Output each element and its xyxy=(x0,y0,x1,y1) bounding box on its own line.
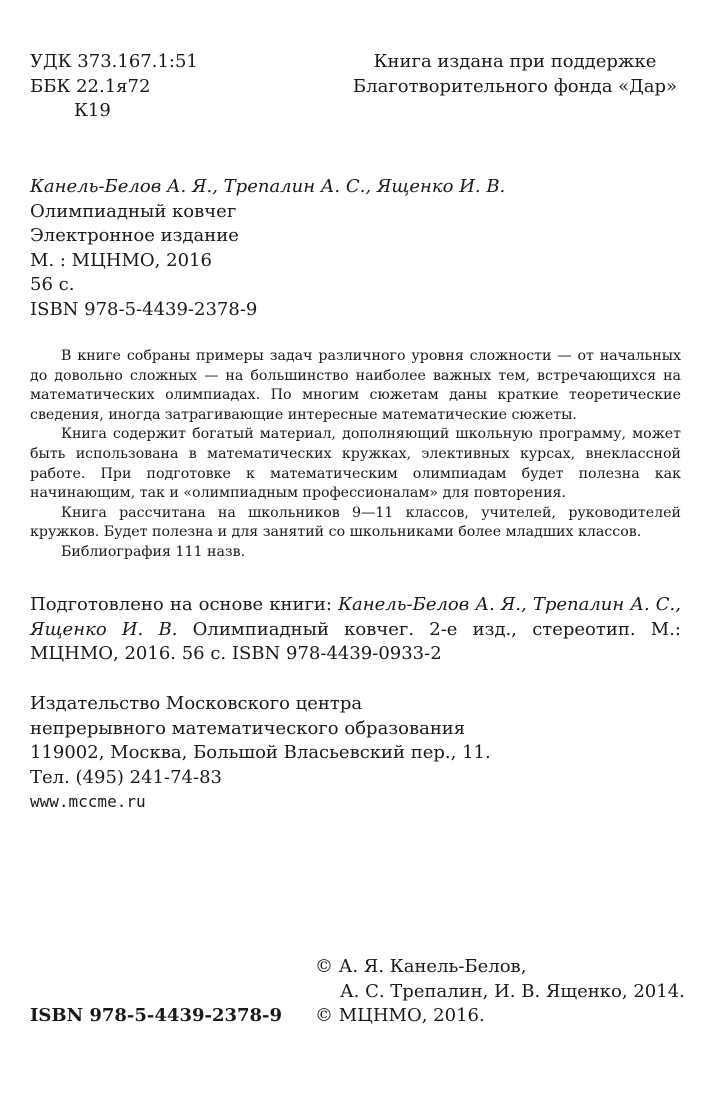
biblio-authors: Канель-Белов А. Я., Трепалин А. С., Ященко И. В. xyxy=(30,176,506,197)
annotation-bibliography-count: Библиография 111 назв. xyxy=(61,543,246,560)
prepared-from-note xyxy=(30,593,681,667)
annotation-paragraph-3: Книга рассчитана на школьников 9—11 классов, учителей, руководителей кружков. Будет полезна и для занятий со школьниками более младших классов. xyxy=(30,504,681,541)
annotation-paragraph-1: В книге собраны примеры задач различного уровня сложности — от начальных до довольно сложных — на большинство наиболее важных тем, встречающихся на математических олимпиадах. По многим сюжетам даны краткие теоретические сведения, иногда затрагивающие интересные математические сюжеты. xyxy=(30,348,681,423)
support-note xyxy=(352,50,678,99)
publisher-phone: Тел. (495) 241-74-83 xyxy=(30,766,222,788)
biblio-imprint: М. : МЦНМО, 2016 xyxy=(30,249,212,271)
copyright-line-2: А. С. Трепалин, И. В. Ященко, 2014. xyxy=(340,980,685,1002)
annotation-paragraph-2: Книга содержит богатый материал, дополняющий школьную программу, может быть использована в математических кружках, элективных курсах, внеклассной работе. При подготовке к математическим олимпиадам будет полезна как начинающим, так и «олимпиадным профессионалам» для повторения. xyxy=(30,426,681,502)
prepared-rest: Олимпиадный ковчег. 2-е изд., стереотип. М.: МЦНМО, 2016. 56 с. ISBN 978-4439-0933-2 xyxy=(30,618,681,664)
annotation xyxy=(30,347,681,563)
publisher-address: 119002, Москва, Большой Власьевский пер., 11. xyxy=(30,742,491,763)
publisher-name-line-2: непрерывного математического образования xyxy=(30,717,466,739)
bbk-code: ББК 22.1я72 xyxy=(30,75,151,97)
biblio-edition: Электронное издание xyxy=(30,225,239,246)
publisher-name-line-1: Издательство Московского центра xyxy=(30,693,363,714)
biblio-title: Олимпиадный ковчег xyxy=(30,200,237,222)
copyright-line-1: © А. Я. Канель-Белов, xyxy=(315,956,527,977)
classification-codes xyxy=(30,50,198,124)
isbn-bottom: ISBN 978-5-4439-2378-9 xyxy=(30,1005,283,1026)
author-mark: К19 xyxy=(74,100,111,121)
publisher-website: www.mccme.ru xyxy=(30,792,146,811)
bibliographic-record xyxy=(30,175,505,322)
prepared-authors: Канель-Белов А. Я., Трепалин А. С., Ященко И. В. xyxy=(30,594,681,640)
support-line-2: Благотворительного фонда «Дар» xyxy=(352,75,678,97)
copyright-line-3: © МЦНМО, 2016. xyxy=(315,1005,485,1026)
publisher-info xyxy=(30,692,491,815)
biblio-isbn: ISBN 978-5-4439-2378-9 xyxy=(30,298,258,320)
support-line-1: Книга издана при поддержке xyxy=(373,51,657,72)
copyright-block xyxy=(315,955,685,1029)
prepared-prefix: Подготовлено на основе книги: xyxy=(30,594,339,615)
udk-code: УДК 373.167.1:51 xyxy=(30,51,198,72)
biblio-pages: 56 с. xyxy=(30,274,75,295)
